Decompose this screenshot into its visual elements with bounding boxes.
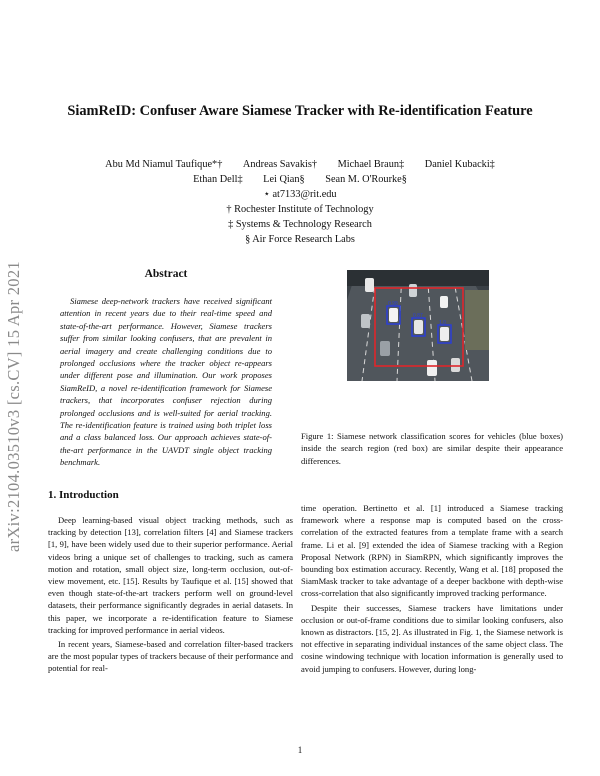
author-row-2 [50, 172, 550, 187]
author: Daniel Kubacki‡ [424, 159, 495, 170]
score-label: 1.0 [439, 320, 446, 326]
author: Michael Braun‡ [337, 159, 405, 170]
intro-paragraph: In recent years, Siamese-based and correlation filter-based trackers are the most popular types of trackers because of their performance and potential for real- [48, 639, 293, 674]
affiliation: § Air Force Research Labs [245, 234, 355, 245]
abstract-text: Siamese deep-network trackers have received significant attention in recent years due to their real-time speed and state-of-the-art performance. However, Siamese trackers suffer from similar looking confusers, that are prevalent in aerial imagery and create challenging conditions due to prolonged occlusions where the tracker object re-appears under different pose and illumination. Our work proposes SiamReID, a novel re-identification framework for Siamese trackers, that incorporates confuser rejection during prolonged occlusions and is well-suited for aerial tracking. The re-identification feature is trained using both triplet loss and a class balanced loss. Our approach achieves state-of-the-art performance in the UAVDT single object tracking benchmark. [60, 296, 272, 468]
author-email: ⋆ at7133@rit.edu [263, 189, 337, 200]
figure-aerial-tracking [347, 270, 489, 381]
score-label: 0.87 [413, 313, 423, 319]
section-heading: 1. Introduction [48, 489, 119, 501]
figure-caption: Figure 1: Siamese network classification scores for vehicles (blue boxes) inside the search region (red box) are similar despite their appearance differences. [301, 431, 563, 466]
author: Ethan Dell‡ [193, 174, 243, 185]
affiliation: † Rochester Institute of Technology [226, 204, 374, 215]
abstract-heading: Abstract [144, 268, 188, 280]
intro-left-column [48, 514, 293, 677]
intro-paragraph: Deep learning-based visual object tracking methods, such as tracking by detection [13], correlation filters [4] and Siamese trackers [1, 9], have been widely used due to their superior performance. Aerial videos bring a unique set of challenges to tracking, such as camera motion and rotation, small object size, long-term occlusion, out-of-view movement, etc. [15]. Results by Taufique et al. [15] showed that even though state-of-the-art trackers perform well on ground-level datasets, their performance significantly degrades in aerial datasets. In this paper, we incorporate a re-identification feature to Siamese tracking for improved performance in aerial videos. [48, 515, 293, 635]
paper-title: SiamReID: Confuser Aware Siamese Tracker with Re-identification Feature [67, 103, 533, 119]
author: Sean M. O'Rourke§ [325, 174, 407, 185]
intro-paragraph: time operation. Bertinetto et al. [1] introduced a Siamese tracking framework where a response map is computed based on the cross-correlation of the extracted features from a template frame with a search frame. Li et al. [9] extended the idea of Siamese tracking with a Region Proposal Network (RPN) in SiamRPN, which significantly improves the bounding box estimation accuracy. Recently, Wang et al. [18] proposed the SiamMask tracker to take advantage of a deeper backbone with depth-wise cross-correlation that also significantly improved tracking performance. [301, 503, 563, 599]
author: Andreas Savakis† [242, 159, 317, 170]
author: Lei Qian§ [263, 174, 305, 185]
arxiv-identifier: arXiv:2104.03510v3 [cs.CV] 15 Apr 2021 [4, 261, 23, 552]
author-block [50, 157, 550, 247]
page-number: 1 [297, 745, 303, 755]
intro-right-column [301, 502, 563, 677]
author: Abu Md Niamul Taufique*† [105, 159, 223, 170]
score-label: 0.98 [388, 301, 398, 307]
aerial-road-image [347, 270, 489, 381]
affiliation: ‡ Systems & Technology Research [228, 219, 372, 230]
author-row-1 [50, 157, 550, 172]
intro-paragraph: Despite their successes, Siamese trackers have limitations under occlusion or out-of-frame conditions due to similar looking confusers, also known as distractors. [15, 2]. As illustrated in Fig. 1, the Siamese network is not effective in separating individual instances of the same object class. The cosine windowing technique with location information is generally used to avoid jumping to confusers. However, during long- [301, 602, 563, 674]
